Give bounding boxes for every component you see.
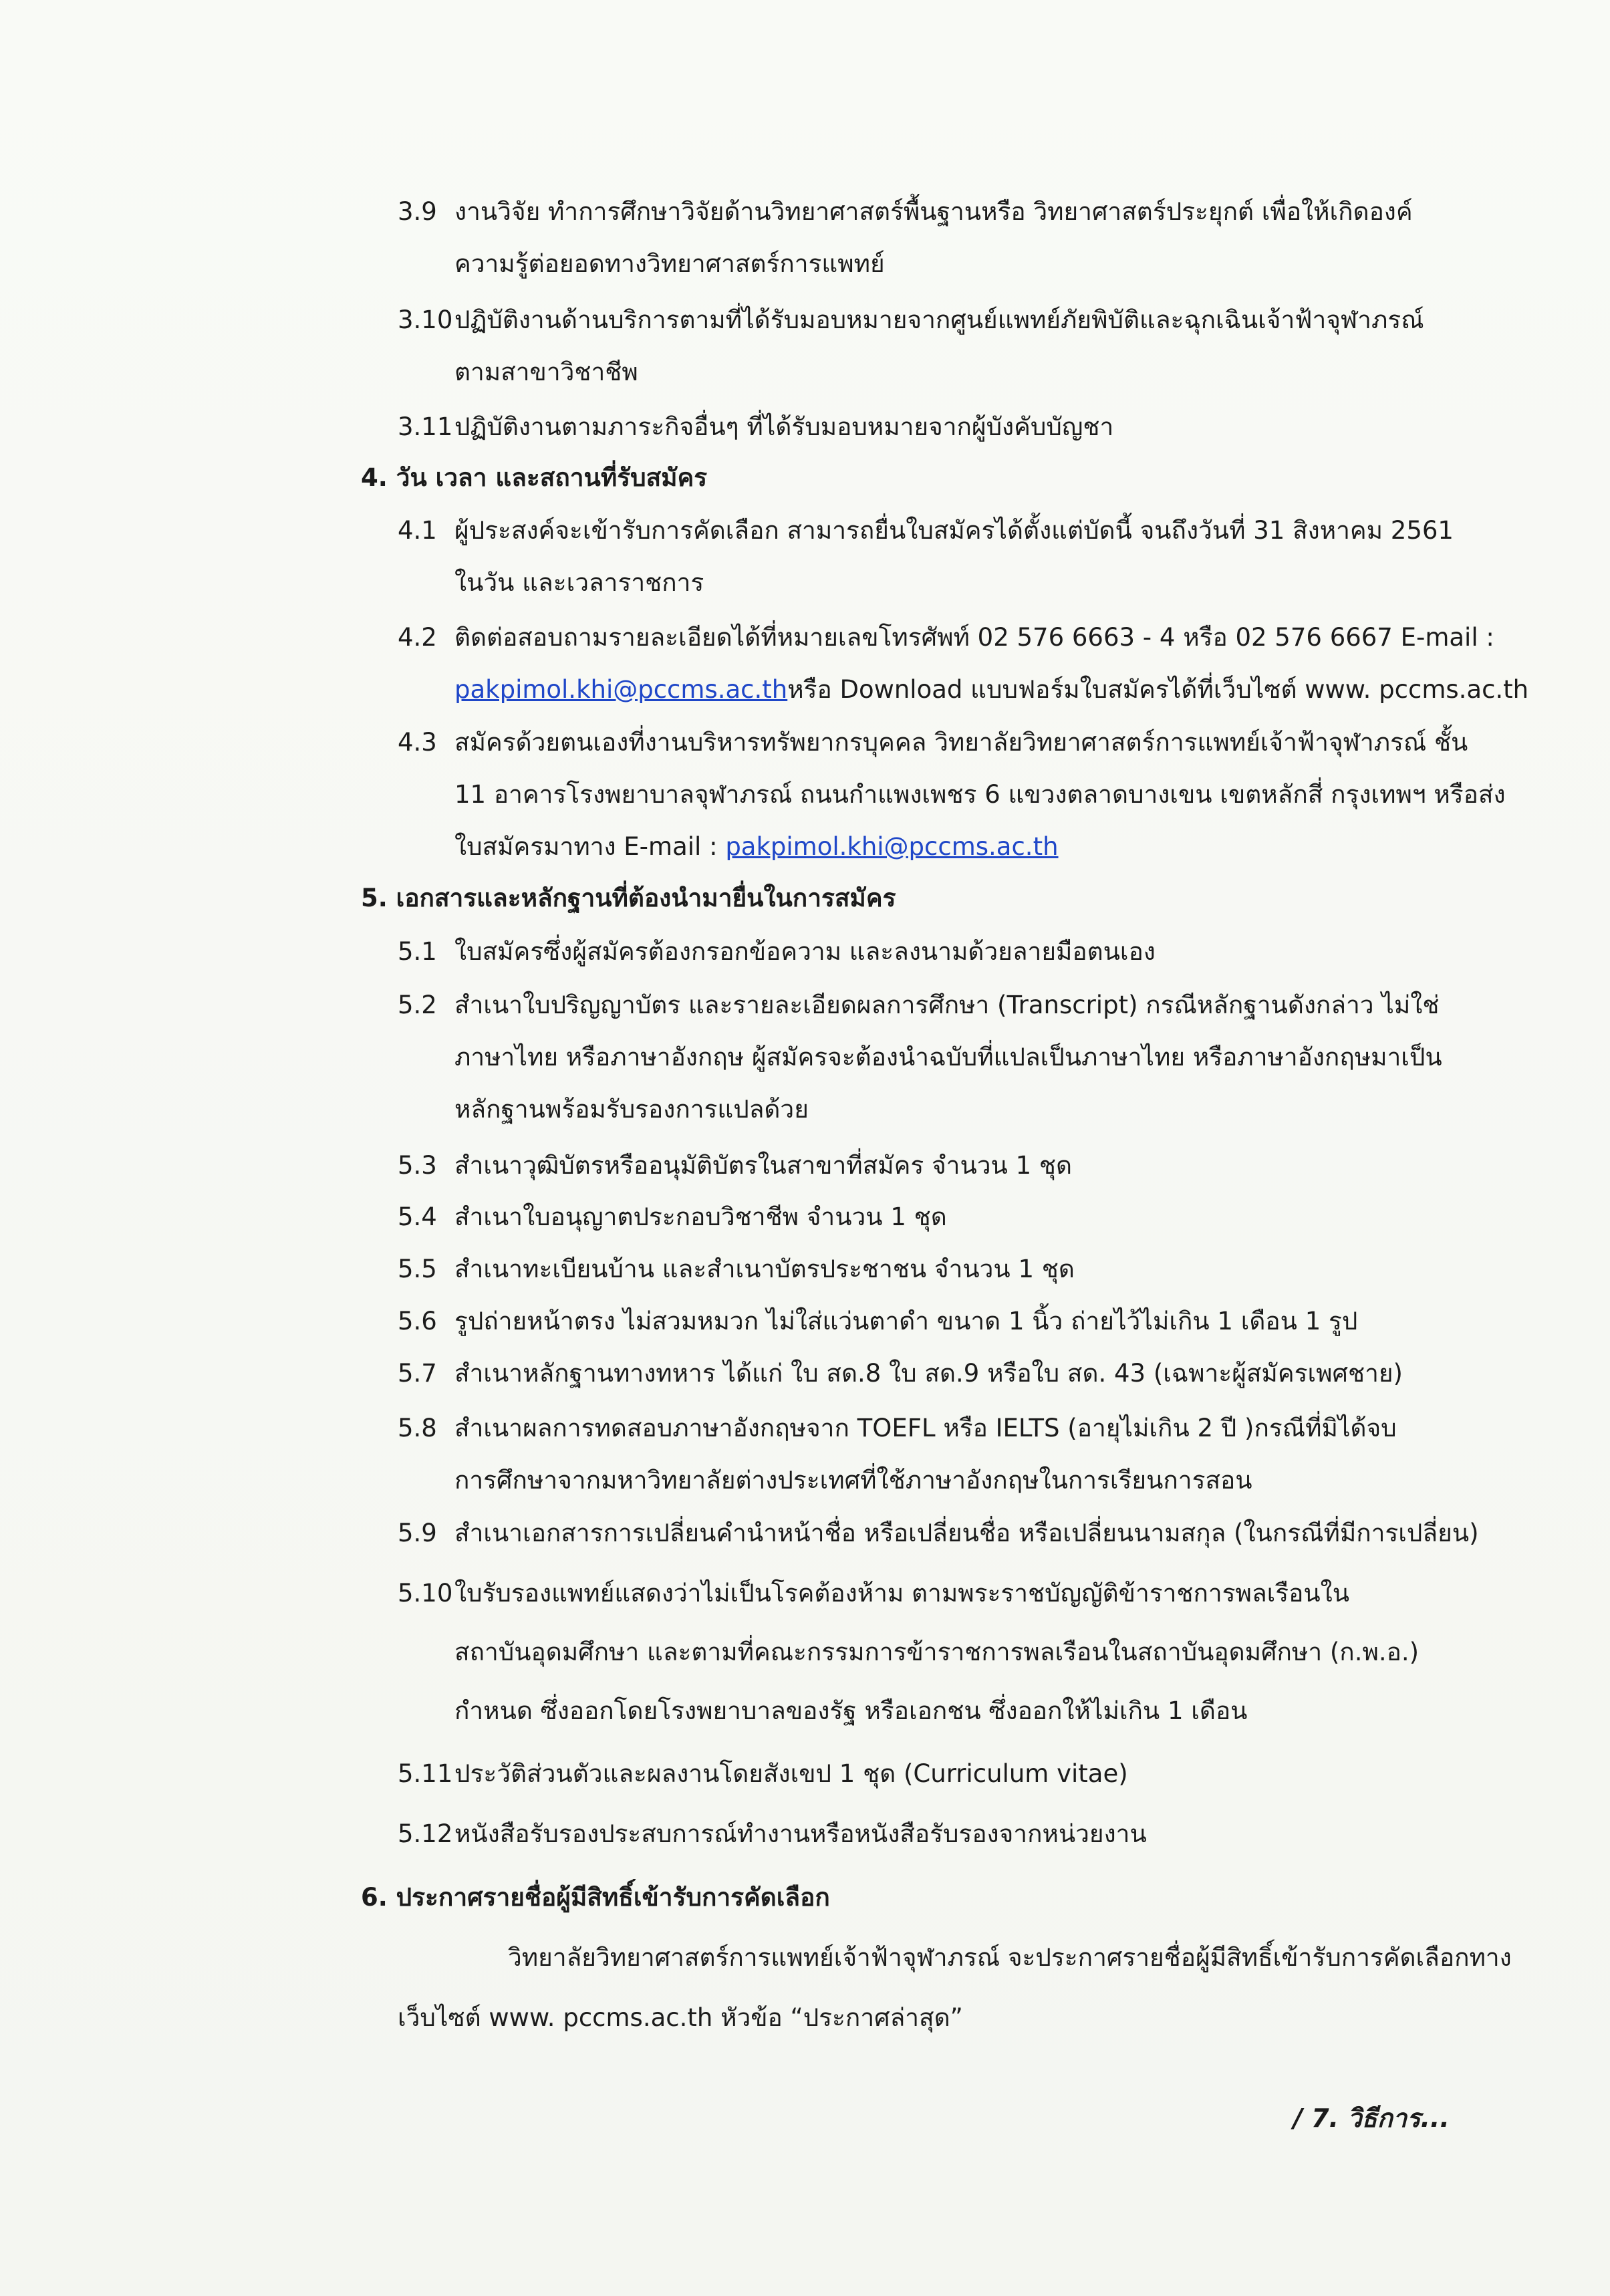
item-4-1-number: 4.1 — [398, 516, 437, 545]
item-5-2-line-1: สำเนาใบปริญญาบัตร และรายละเอียดผลการศึกษา (Transcript) กรณีหลักฐานดังกล่าว ไม่ใช่ — [454, 991, 1440, 1019]
item-4-3-line-2: 11 อาคารโรงพยาบาลจุฬาภรณ์ ถนนกำแพงเพชร 6 แขวงตลาดบางเขน เขตหลักสี่ กรุงเทพฯ หรือส่ง — [454, 780, 1506, 809]
item-4-2-line-2-rest: หรือ Download แบบฟอร์มใบสมัครได้ที่เว็บไซต์ www. pccms.ac.th — [787, 675, 1529, 704]
item-5-1-number: 5.1 — [398, 937, 437, 966]
item-3-11-number: 3.11 — [398, 412, 453, 441]
item-4-3-number: 4.3 — [398, 728, 437, 757]
item-5-7-line-1: สำเนาหลักฐานทางทหาร ได้แก่ ใบ สด.8 ใบ สด.9 หรือใบ สด. 43 (เฉพาะผู้สมัครเพศชาย) — [454, 1359, 1403, 1388]
item-5-8-line-2: การศึกษาจากมหาวิทยาลัยต่างประเทศที่ใช้ภาษาอังกฤษในการเรียนการสอน — [454, 1466, 1252, 1495]
item-5-2-line-3: หลักฐานพร้อมรับรองการแปลด้วย — [454, 1095, 809, 1124]
item-3-10-line-1: ปฏิบัติงานด้านบริการตามที่ได้รับมอบหมายจากศูนย์แพทย์ภัยพิบัติและฉุกเฉินเจ้าฟ้าจุฬาภรณ์ — [454, 305, 1424, 334]
item-4-1-line-2: ในวัน และเวลาราชการ — [454, 568, 704, 597]
item-4-1-line-1: ผู้ประสงค์จะเข้ารับการคัดเลือก สามารถยื่นใบสมัครได้ตั้งแต่บัดนี้ จนถึงวันที่ 31 สิงหาคม 2561 — [454, 516, 1454, 545]
item-5-5-line-1: สำเนาทะเบียนบ้าน และสำเนาบัตรประชาชน จำนวน 1 ชุด — [454, 1255, 1075, 1283]
item-4-2-line-1: ติดต่อสอบถามรายละเอียดได้ที่หมายเลขโทรศัพท์ 02 576 6663 - 4 หรือ 02 576 6667 E-mail : — [454, 623, 1494, 652]
section-5-heading: 5. เอกสารและหลักฐานที่ต้องนำมายื่นในการสมัคร — [361, 884, 896, 912]
section-6-paragraph-line-2: เว็บไซต์ www. pccms.ac.th หัวข้อ “ประกาศล่าสุด” — [398, 2003, 963, 2032]
item-3-10-line-2: ตามสาขาวิชาชีพ — [454, 358, 638, 386]
item-5-2-number: 5.2 — [398, 991, 437, 1019]
item-5-8-line-1: สำเนาผลการทดสอบภาษาอังกฤษจาก TOEFL หรือ IELTS (อายุไม่เกิน 2 ปี )กรณีที่มิได้จบ — [454, 1414, 1397, 1442]
item-4-3-line-3 — [454, 821, 1059, 873]
item-5-10-line-3: กำหนด ซึ่งออกโดยโรงพยาบาลของรัฐ หรือเอกชน ซึ่งออกให้ไม่เกิน 1 เดือน — [454, 1696, 1248, 1725]
item-5-1-line-1: ใบสมัครซึ่งผู้สมัครต้องกรอกข้อความ และลงนามด้วยลายมือตนเอง — [454, 937, 1156, 966]
item-4-3-line-1: สมัครด้วยตนเองที่งานบริหารทรัพยากรบุคคล วิทยาลัยวิทยาศาสตร์การแพทย์เจ้าฟ้าจุฬาภรณ์ ชั้น — [454, 728, 1468, 757]
item-5-12-line-1: หนังสือรับรองประสบการณ์ทำงานหรือหนังสือรับรองจากหน่วยงาน — [454, 1819, 1147, 1848]
item-5-2-line-2: ภาษาไทย หรือภาษาอังกฤษ ผู้สมัครจะต้องนำฉบับที่แปลเป็นภาษาไทย หรือภาษาอังกฤษมาเป็น — [454, 1043, 1442, 1071]
item-4-2-line-2 — [454, 664, 1528, 716]
section-6-heading: 6. ประกาศรายชื่อผู้มีสิทธิ์เข้ารับการคัดเลือก — [361, 1883, 830, 1912]
section-4-heading: 4. วัน เวลา และสถานที่รับสมัคร — [361, 463, 708, 492]
item-5-10-line-1: ใบรับรองแพทย์แสดงว่าไม่เป็นโรคต้องห้าม ตามพระราชบัญญัติข้าราชการพลเรือนใน — [454, 1579, 1350, 1608]
email-link-2[interactable]: pakpimol.khi@pccms.ac.th — [725, 832, 1059, 861]
item-5-10-line-2: สถาบันอุดมศึกษา และตามที่คณะกรรมการข้าราชการพลเรือนในสถาบันอุดมศึกษา (ก.พ.อ.) — [454, 1638, 1420, 1666]
item-5-10-number: 5.10 — [398, 1579, 453, 1608]
item-4-3-line-3-prefix: ใบสมัครมาทาง E-mail : — [454, 832, 726, 861]
item-5-9-line-1: สำเนาเอกสารการเปลี่ยนคำนำหน้าชื่อ หรือเปลี่ยนชื่อ หรือเปลี่ยนนามสกุล (ในกรณีที่มีการเปลี่ยน) — [454, 1519, 1479, 1547]
section-6-paragraph-line-1: วิทยาลัยวิทยาศาสตร์การแพทย์เจ้าฟ้าจุฬาภรณ์ จะประกาศรายชื่อผู้มีสิทธิ์เข้ารับการคัดเลือกทาง — [508, 1943, 1512, 1972]
item-5-12-number: 5.12 — [398, 1819, 453, 1848]
item-3-10-number: 3.10 — [398, 305, 453, 334]
item-5-7-number: 5.7 — [398, 1359, 437, 1388]
item-5-4-line-1: สำเนาใบอนุญาตประกอบวิชาชีพ จำนวน 1 ชุด — [454, 1202, 947, 1231]
item-5-11-line-1: ประวัติส่วนตัวและผลงานโดยสังเขป 1 ชุด (Curriculum vitae) — [454, 1759, 1128, 1788]
item-5-5-number: 5.5 — [398, 1255, 437, 1283]
item-3-11-line-1: ปฏิบัติงานตามภาระกิจอื่นๆ ที่ได้รับมอบหมายจากผู้บังคับบัญชา — [454, 412, 1114, 441]
email-link[interactable]: pakpimol.khi@pccms.ac.th — [454, 675, 788, 704]
item-5-3-line-1: สำเนาวุฒิบัตรหรืออนุมัติบัตรในสาขาที่สมัคร จำนวน 1 ชุด — [454, 1151, 1073, 1180]
item-5-6-number: 5.6 — [398, 1307, 437, 1335]
item-5-6-line-1: รูปถ่ายหน้าตรง ไม่สวมหมวก ไม่ใส่แว่นตาดำ ขนาด 1 นิ้ว ถ่ายไว้ไม่เกิน 1 เดือน 1 รูป — [454, 1307, 1358, 1335]
item-5-4-number: 5.4 — [398, 1202, 437, 1231]
item-3-9-line-1: งานวิจัย ทำการศึกษาวิจัยด้านวิทยาศาสตร์พื้นฐานหรือ วิทยาศาสตร์ประยุกต์ เพื่อให้เกิดองค์ — [454, 197, 1413, 226]
item-5-8-number: 5.8 — [398, 1414, 437, 1442]
item-5-3-number: 5.3 — [398, 1151, 437, 1180]
item-5-9-number: 5.9 — [398, 1519, 437, 1547]
item-3-9-number: 3.9 — [398, 197, 437, 226]
continuation-footer: / 7. วิธีการ... — [1293, 2103, 1450, 2133]
item-5-11-number: 5.11 — [398, 1759, 453, 1788]
item-4-2-number: 4.2 — [398, 623, 437, 652]
item-3-9-line-2: ความรู้ต่อยอดทางวิทยาศาสตร์การแพทย์ — [454, 249, 885, 278]
